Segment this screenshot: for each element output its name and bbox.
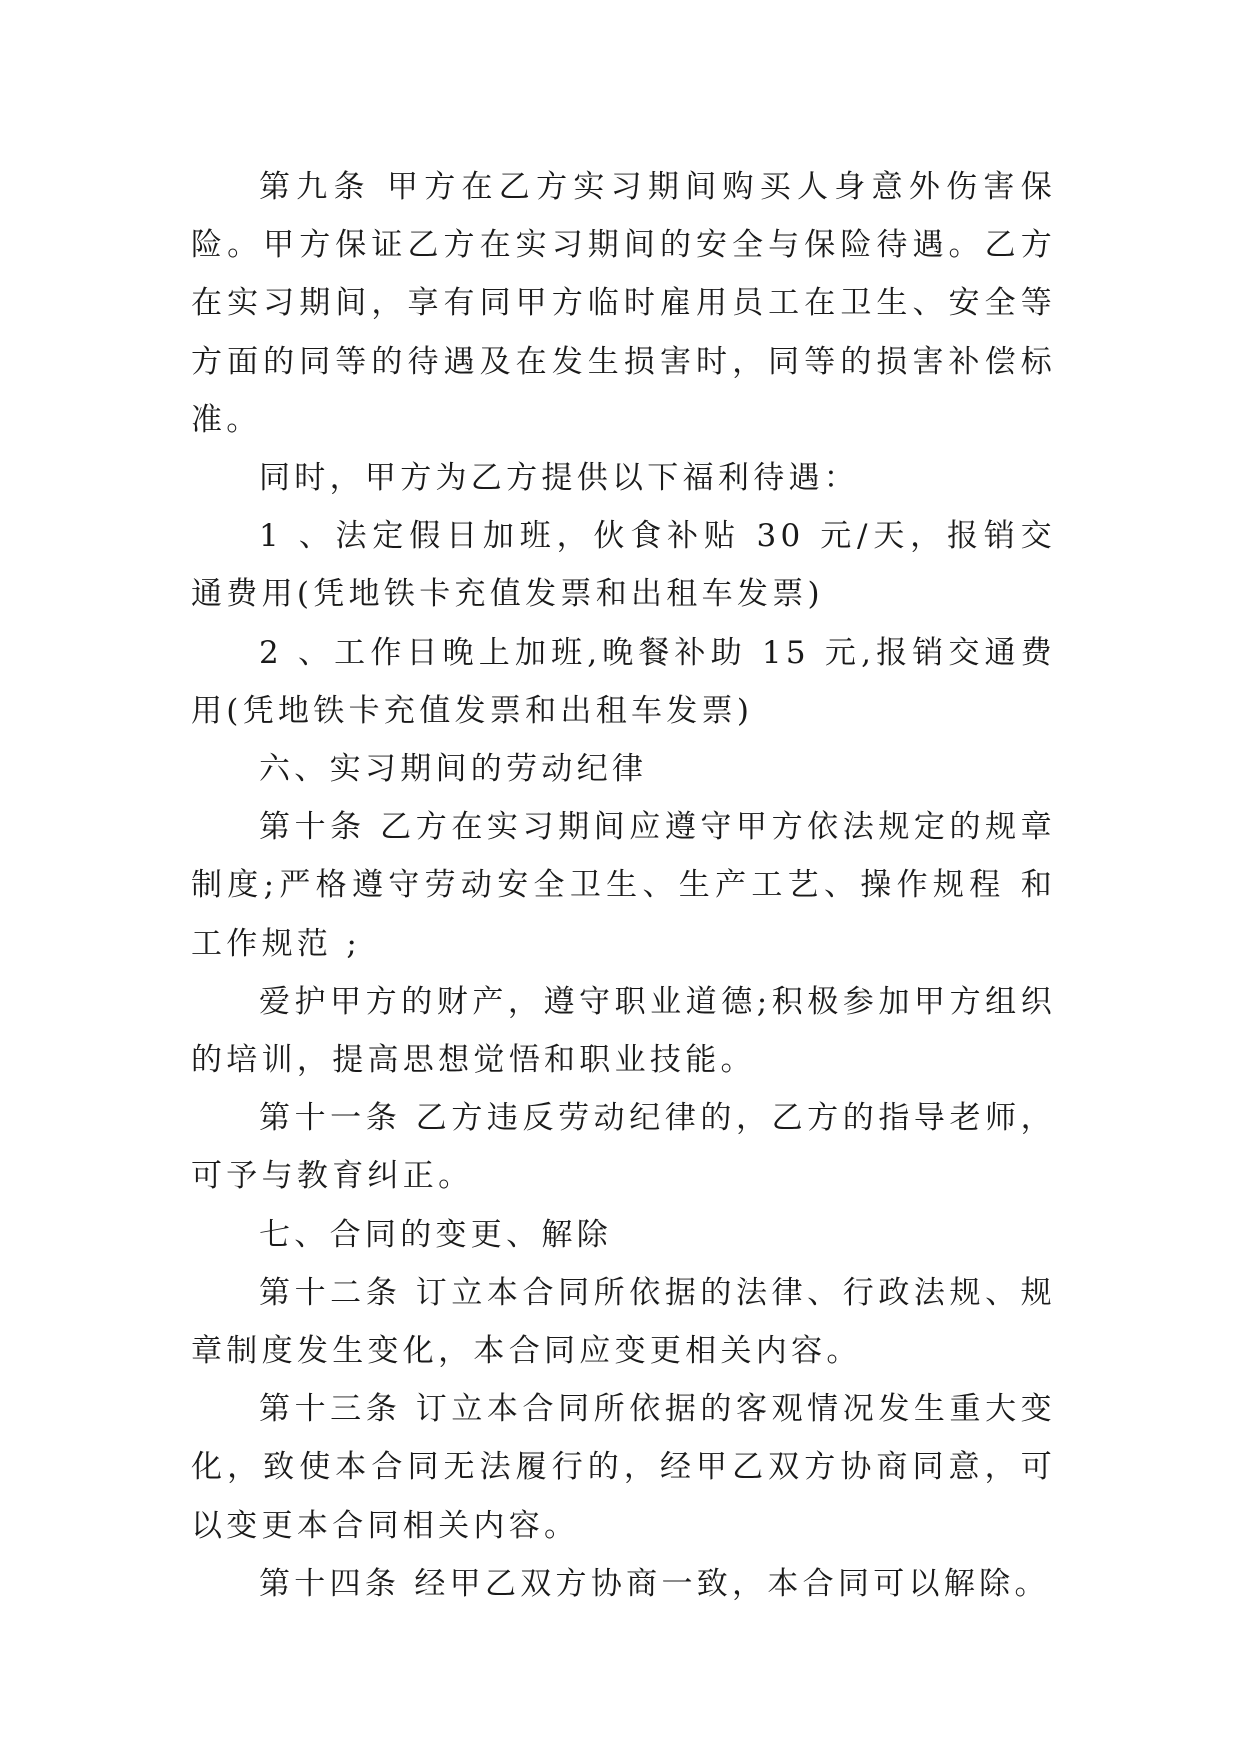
section-heading-6: 六、实习期间的劳动纪律 xyxy=(259,751,648,788)
paragraph-article-11: 第十一条 乙方违反劳动纪律的，乙方的指导老师，可予与教育纠正。 xyxy=(191,1100,1056,1195)
paragraph-article-9: 第九条 甲方在乙方实习期间购买人身意外伤害保险。甲方保证乙方在实习期间的安全与保险待遇。乙方在实习期间，享有同甲方临时雇用员工在卫生、安全等方面的同等的待遇及在发生损害时，同等的损害补偿标准。 xyxy=(191,169,1056,438)
document-body xyxy=(191,158,1056,1613)
paragraph-benefits-intro: 同时，甲方为乙方提供以下福利待遇： xyxy=(259,460,860,497)
paragraph-article-14: 第十四条 经甲乙双方协商一致，本合同可以解除。 xyxy=(259,1565,1050,1602)
paragraph-article-10: 第十条 乙方在实习期间应遵守甲方依法规定的规章制度;严格遵守劳动安全卫生、生产工艺、操作规程 和工作规范 ; xyxy=(191,809,1056,962)
paragraph-article-12: 第十二条 订立本合同所依据的法律、行政法规、规章制度发生变化，本合同应变更相关内容。 xyxy=(191,1274,1056,1370)
paragraph-article-13: 第十三条 订立本合同所依据的客观情况发生重大变化，致使本合同无法履行的，经甲乙双方协商同意，可以变更本合同相关内容。 xyxy=(191,1391,1056,1544)
paragraph-article-10-continued: 爱护甲方的财产，遵守职业道德;积极参加甲方组织的培训，提高思想觉悟和职业技能。 xyxy=(191,983,1056,1079)
section-heading-7: 七、合同的变更、解除 xyxy=(259,1216,612,1253)
paragraph-benefit-1: 1 、法定假日加班，伙食补贴 30 元/天，报销交通费用(凭地铁卡充值发票和出租车发票) xyxy=(191,518,1056,613)
paragraph-benefit-2: 2 、工作日晚上加班,晚餐补助 15 元,报销交通费用(凭地铁卡充值发票和出租车发票) xyxy=(191,634,1056,729)
